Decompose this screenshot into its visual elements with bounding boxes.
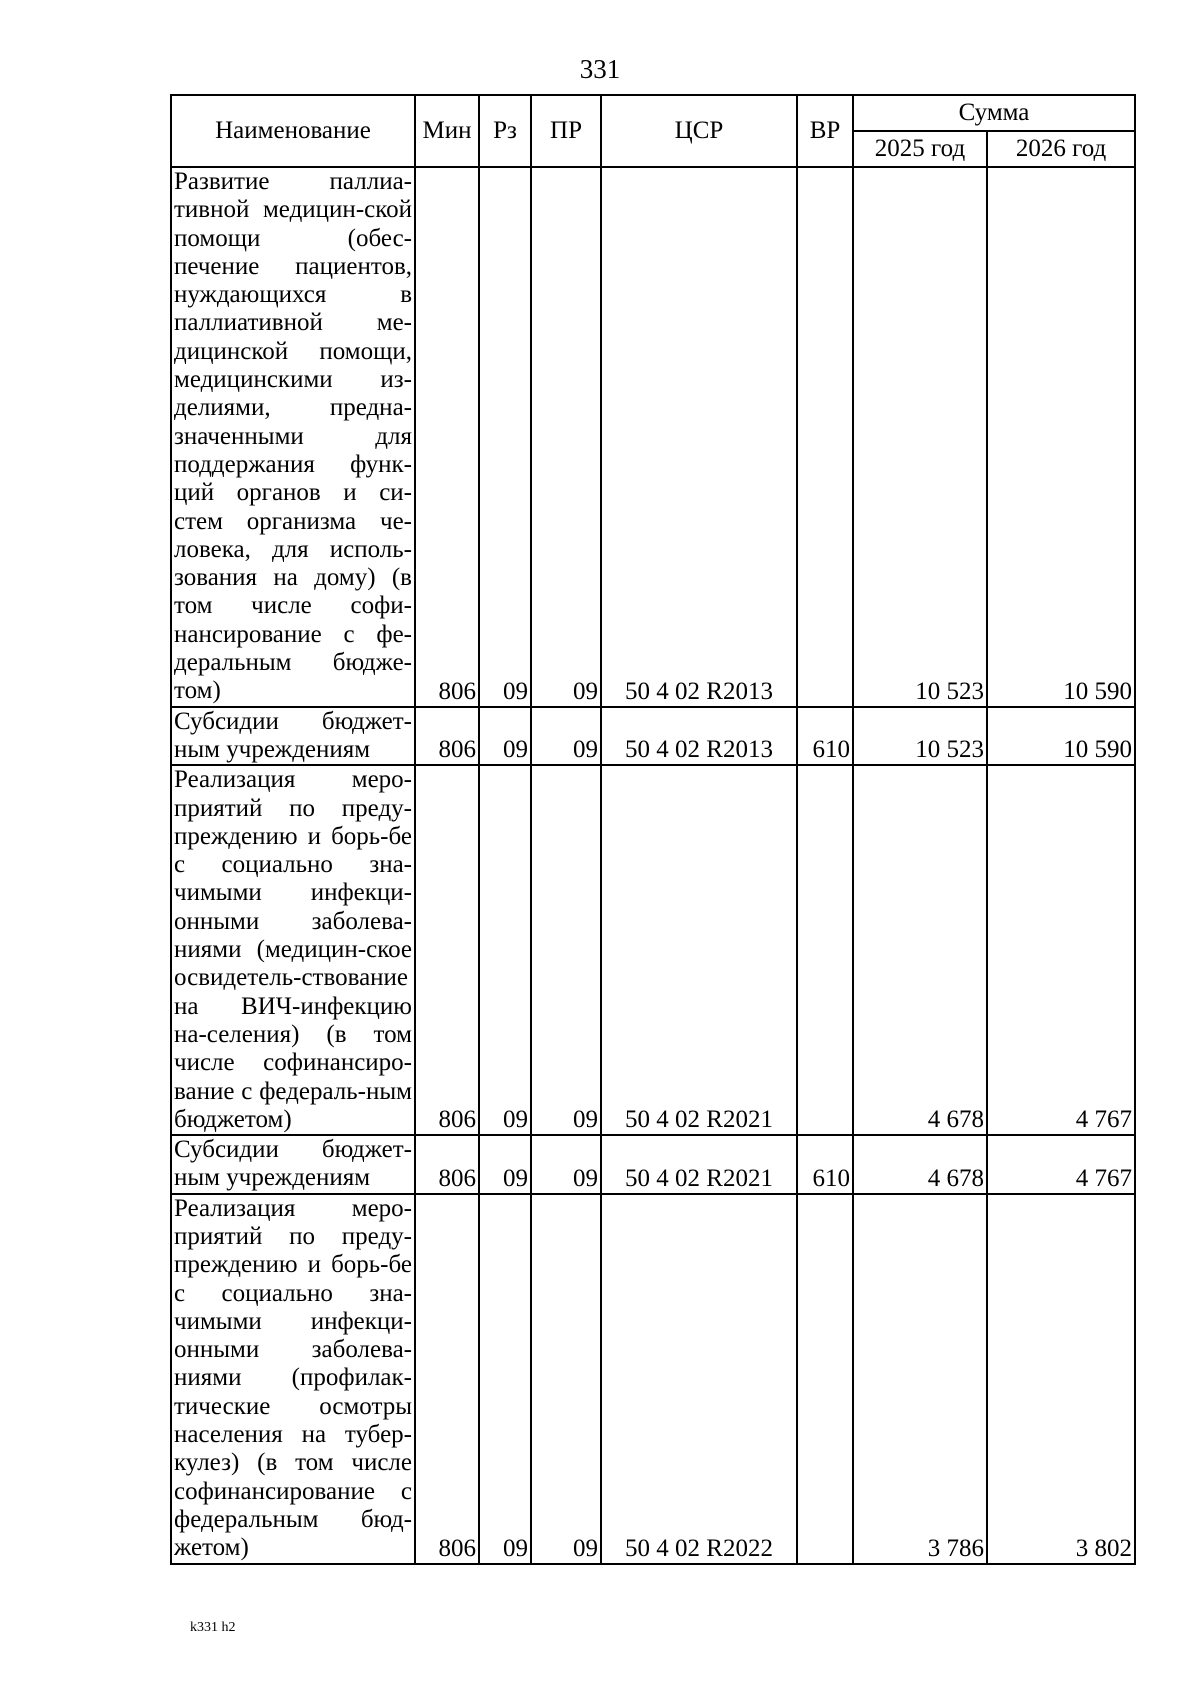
row-sum-2026: 3 802	[987, 1194, 1135, 1564]
row-rz: 09	[479, 765, 531, 1135]
header-sum: Сумма	[853, 95, 1135, 131]
row-rz: 09	[479, 1135, 531, 1194]
row-min: 806	[415, 1135, 479, 1194]
table-header	[171, 95, 1135, 167]
budget-table	[170, 94, 1136, 1565]
row-sum-2025: 10 523	[853, 707, 987, 766]
row-rz: 09	[479, 1194, 531, 1564]
row-sum-2025: 3 786	[853, 1194, 987, 1564]
row-min: 806	[415, 765, 479, 1135]
row-csr: 50 4 02 R2013	[601, 707, 797, 766]
row-sum-2026: 4 767	[987, 765, 1135, 1135]
row-min: 806	[415, 1194, 479, 1564]
row-sum-2026: 4 767	[987, 1135, 1135, 1194]
row-csr: 50 4 02 R2013	[601, 167, 797, 707]
table-row	[171, 1194, 1135, 1564]
row-vr	[797, 167, 853, 707]
row-pr: 09	[531, 1135, 601, 1194]
row-min: 806	[415, 167, 479, 707]
row-sum-2025: 4 678	[853, 765, 987, 1135]
page-number: 331	[579, 54, 621, 84]
row-csr: 50 4 02 R2021	[601, 765, 797, 1135]
row-sum-2026: 10 590	[987, 707, 1135, 766]
row-sum-2025: 10 523	[853, 167, 987, 707]
row-name: Развитие паллиа-тивной медицин-ской помощи (обес-печение пациентов, нуждающихся в паллиативной ме-дицинской помощи, медицинскими из-делиями, предна-значенными для поддержания функ-ций органов и си-стем организма че-ловека, для исполь-зования на дому) (в том числе софи-нансирование с фе-деральным бюдже-том)	[171, 167, 415, 707]
row-name: Реализация меро-приятий по преду-преждению и борь-бе с социально зна-чимыми инфекци-онными заболева-ниями (медицин-ское освидетель-ствование на ВИЧ-инфекцию на-селения) (в том числе софинансиро-вание с федераль-ным бюджетом)	[171, 765, 415, 1135]
row-name: Субсидии бюджет-ным учреждениям	[171, 1135, 415, 1194]
row-sum-2025: 4 678	[853, 1135, 987, 1194]
footer-code: k331 h2	[190, 1620, 236, 1635]
header-rz: Рз	[479, 95, 531, 167]
row-csr: 50 4 02 R2022	[601, 1194, 797, 1564]
table-row	[171, 167, 1135, 707]
row-pr: 09	[531, 765, 601, 1135]
header-csr: ЦСР	[601, 95, 797, 167]
table-row	[171, 765, 1135, 1135]
header-pr: ПР	[531, 95, 601, 167]
row-sum-2026: 10 590	[987, 167, 1135, 707]
row-vr: 610	[797, 1135, 853, 1194]
header-2025: 2025 год	[853, 131, 987, 167]
row-pr: 09	[531, 167, 601, 707]
row-vr	[797, 765, 853, 1135]
table-row	[171, 707, 1135, 766]
header-min: Мин	[415, 95, 479, 167]
row-name: Реализация меро-приятий по преду-преждению и борь-бе с социально зна-чимыми инфекци-онными заболева-ниями (профилак-тические осмотры населения на тубер-кулез) (в том числе софинансирование с федеральным бюд-жетом)	[171, 1194, 415, 1564]
header-2026: 2026 год	[987, 131, 1135, 167]
row-vr: 610	[797, 707, 853, 766]
row-min: 806	[415, 707, 479, 766]
header-name: Наименование	[171, 95, 415, 167]
table-row	[171, 1135, 1135, 1194]
row-rz: 09	[479, 167, 531, 707]
row-rz: 09	[479, 707, 531, 766]
row-pr: 09	[531, 707, 601, 766]
header-vr: ВР	[797, 95, 853, 167]
row-name: Субсидии бюджет-ным учреждениям	[171, 707, 415, 766]
row-vr	[797, 1194, 853, 1564]
row-csr: 50 4 02 R2021	[601, 1135, 797, 1194]
row-pr: 09	[531, 1194, 601, 1564]
